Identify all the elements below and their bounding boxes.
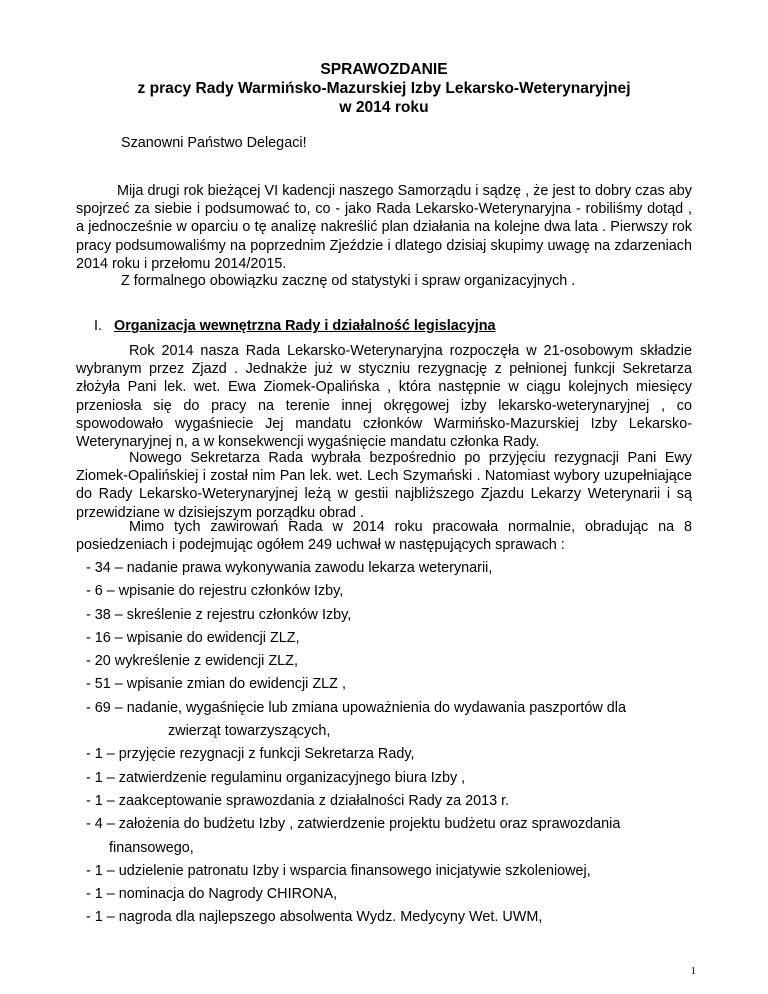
list-item: - 1 – zaakceptowanie sprawozdania z działalności Rady za 2013 r. <box>86 792 510 809</box>
list-item: - 1 – nagroda dla najlepszego absolwenta Wydz. Medycyny Wet. UWM, <box>86 909 543 926</box>
list-item: - 1 – udzielenie patronatu Izby i wsparcia finansowego inicjatywie szkoleniowej, <box>86 862 591 879</box>
list-item: - 38 – skreślenie z rejestru członków Izby, <box>86 606 352 623</box>
intro-paragraph: Mija drugi rok bieżącej VI kadencji naszego Samorządu i sądzę , że jest to dobry czas aby spojrzeć za siebie i podsumować to, co - jako Rada Lekarsko-Weterynaryjna - robiliśmy dotąd , a jednocześnie w oparciu o tę analizę nakreślić plan działania na kolejne dwa lata . Pierwszy rok pracy podsumowaliśmy na poprzednim Zjeździe i dlatego dzisiaj skupimy uwagę na zdarzeniach 2014 roku i przełomu 2014/2015. <box>76 183 692 272</box>
section-paragraph-2: Nowego Sekretarza Rada wybrała bezpośrednio po przyjęciu rezygnacji Pani Ewy Ziomek-Opalińskiej i został nim Pan lek. wet. Lech Szymański . Natomiast wybory uzupełniające do Rady Lekarsko-Weterynaryjnej leżą w gestii najbliższego Zjazdu Lekarzy Weterynarii i są przewidziane w dzisiejszym porządku obrad . <box>76 450 692 521</box>
list-item: - 6 – wpisanie do rejestru członków Izby, <box>86 583 344 600</box>
page-number: 1 <box>690 965 696 977</box>
section-title: Organizacja wewnętrzna Rady i działalność legislacyjna <box>114 318 496 334</box>
list-item: - 1 – zatwierdzenie regulaminu organizacyjnego biura Izby , <box>86 769 466 786</box>
section-heading <box>94 318 496 334</box>
list-item: - 1 – przyjęcie rezygnacji z funkcji Sekretarza Rady, <box>86 746 415 763</box>
list-item: - 51 – wpisanie zmian do ewidencji ZLZ , <box>86 676 346 693</box>
report-subtitle: z pracy Rady Warmińsko-Mazurskiej Izby Lekarsko-Weterynaryjnej <box>137 80 631 97</box>
section-number: I. <box>94 318 102 334</box>
report-title: SPRAWOZDANIE <box>320 61 448 78</box>
section-paragraph-1: Rok 2014 nasza Rada Lekarsko-Weterynaryjna rozpoczęła w 21-osobowym składzie wybranym przez Zjazd . Jednakże już w styczniu rezygnację z pełnionej funkcji Sekretarza złożyła Pani lek. wet. Ewa Ziomek-Opalińska , która następnie w ciągu kolejnych miesięcy przeniosła się do pracy na terenie innej okręgowej izby lekarsko-weterynaryjnej , co spowodowało wygaśniecie Jej mandatu członków Warmińsko-Mazurskiej Izby Lekarsko-Weterynaryjnej n, a w konsekwencji wygaśnięcie mandatu członka Rady. <box>76 343 692 451</box>
list-item: - 1 – nominacja do Nagrody CHIRONA, <box>86 886 338 903</box>
list-item: - 69 – nadanie, wygaśnięcie lub zmiana upoważnienia do wydawania paszportów dla zwierząt towarzyszących, <box>86 699 626 740</box>
intro-statistics-note: Z formalnego obowiązku zacznę od statystyki i spraw organizacyjnych . <box>121 273 576 289</box>
list-item: - 4 – założenia do budżetu Izby , zatwierdzenie projektu budżetu oraz sprawozdania finansowego, <box>86 816 621 856</box>
report-year: w 2014 roku <box>339 99 429 116</box>
list-item: - 20 wykreślenie z ewidencji ZLZ, <box>86 653 298 670</box>
greeting: Szanowni Państwo Delegaci! <box>121 135 307 151</box>
list-item: - 16 – wpisanie do ewidencji ZLZ, <box>86 629 300 646</box>
list-item: - 34 – nadanie prawa wykonywania zawodu lekarza weterynarii, <box>86 560 493 576</box>
section-paragraph-3: Mimo tych zawirowań Rada w 2014 roku pracowała normalnie, obradując na 8 posiedzeniach i podejmując ogółem 249 uchwał w następujących sprawach : <box>76 519 692 554</box>
resolutions-list <box>86 557 706 930</box>
